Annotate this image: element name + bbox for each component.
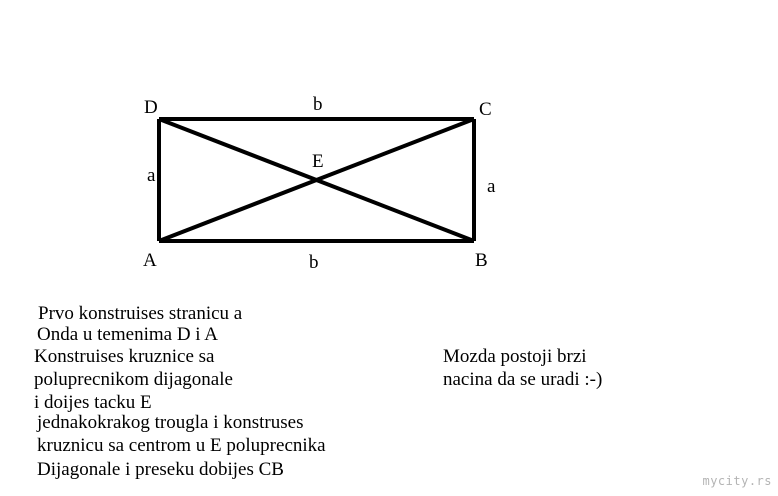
side-label-bottom: b: [309, 252, 319, 273]
side-label-top: b: [313, 94, 323, 115]
note-line-1: Mozda postoji brzi: [443, 346, 587, 367]
side-label-left: a: [147, 165, 156, 186]
instruction-line-5: i doijes tacku E: [34, 392, 152, 413]
instruction-line-8: Dijagonale i preseku dobijes CB: [37, 459, 284, 480]
vertex-label-c: C: [479, 99, 492, 120]
note-line-2: nacina da se uradi :-): [443, 369, 603, 390]
instruction-line-3: Konstruises kruznice sa: [34, 346, 215, 367]
vertex-label-d: D: [144, 97, 158, 118]
side-label-right: a: [487, 176, 496, 197]
vertex-label-b: B: [475, 250, 488, 271]
vertex-label-e: E: [312, 151, 324, 172]
vertex-label-a: A: [143, 250, 157, 271]
instruction-line-6: jednakokrakog trougla i konstruses: [37, 412, 304, 433]
instruction-line-7: kruznicu sa centrom u E poluprecnika: [37, 435, 326, 456]
instruction-line-1: Prvo konstruises stranicu a: [38, 303, 243, 324]
instruction-line-4: poluprecnikom dijagonale: [34, 369, 233, 390]
watermark: mycity.rs: [702, 474, 772, 488]
instruction-line-2: Onda u temenima D i A: [37, 324, 218, 345]
